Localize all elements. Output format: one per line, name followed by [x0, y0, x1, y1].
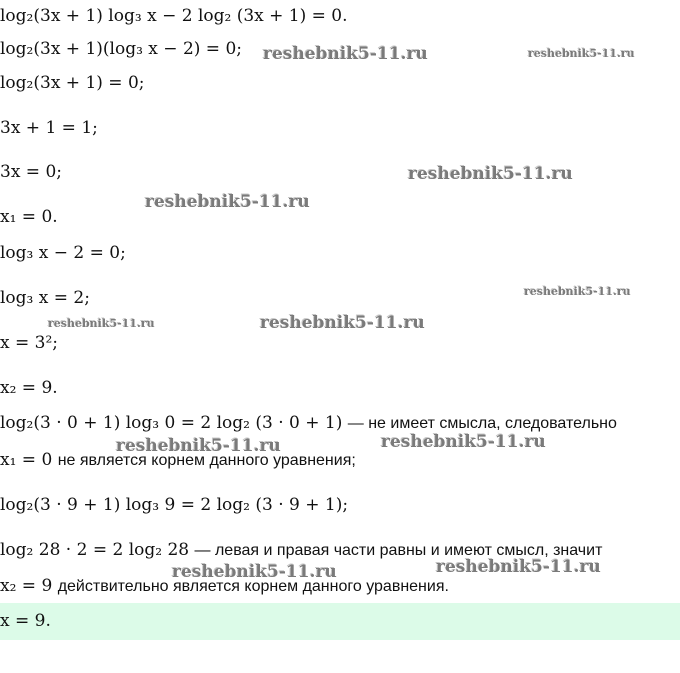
equation-line-3: log₂(3x + 1) = 0;: [0, 73, 145, 93]
math-expression: log₂(3 · 0 + 1) log₃ 0 = 2 log₂ (3 · 0 + 1): [0, 413, 343, 433]
answer-highlight: [0, 603, 680, 640]
math-expression: x₁ = 0: [0, 450, 53, 470]
equation-line-4: 3x + 1 = 1;: [0, 118, 98, 138]
watermark: reshebnik5-11.ru: [263, 44, 428, 64]
explanation-text: — не имеет смысла, следовательно: [347, 415, 617, 432]
watermark: reshebnik5-11.ru: [381, 432, 546, 452]
watermark: reshebnik5-11.ru: [145, 192, 310, 212]
equation-line-2: log₂(3x + 1)(log₃ x − 2) = 0;: [0, 39, 242, 59]
equation-line-5: 3x = 0;: [0, 162, 62, 182]
equation-line-13: log₂(3 · 9 + 1) log₃ 9 = 2 log₂ (3 · 9 + 1);: [0, 495, 349, 515]
watermark: reshebnik5-11.ru: [524, 285, 631, 298]
math-expression: x₂ = 9: [0, 576, 53, 596]
watermark: reshebnik5-11.ru: [48, 317, 155, 330]
explanation-text: — левая и правая части равны и имеют смысл, значит: [194, 542, 603, 559]
explanation-text: действительно является корнем данного уравнения.: [57, 578, 449, 595]
equation-line-6: x₁ = 0.: [0, 207, 58, 227]
watermark: reshebnik5-11.ru: [528, 47, 635, 60]
watermark: reshebnik5-11.ru: [172, 562, 337, 582]
watermark: reshebnik5-11.ru: [116, 436, 281, 456]
equation-line-10: x₂ = 9.: [0, 378, 58, 398]
equation-line-1: log₂(3x + 1) log₃ x − 2 log₂ (3x + 1) = 0.: [0, 6, 348, 26]
watermark: reshebnik5-11.ru: [436, 557, 601, 577]
final-answer: x = 9.: [0, 611, 51, 631]
watermark: reshebnik5-11.ru: [408, 164, 573, 184]
equation-line-9: x = 3²;: [0, 333, 58, 353]
math-expression: log₂ 28 · 2 = 2 log₂ 28: [0, 540, 190, 560]
explanation-text: не является корнем данного уравнения;: [57, 452, 356, 469]
watermark: reshebnik5-11.ru: [260, 313, 425, 333]
equation-line-8: log₃ x = 2;: [0, 288, 90, 308]
equation-line-7: log₃ x − 2 = 0;: [0, 243, 126, 263]
